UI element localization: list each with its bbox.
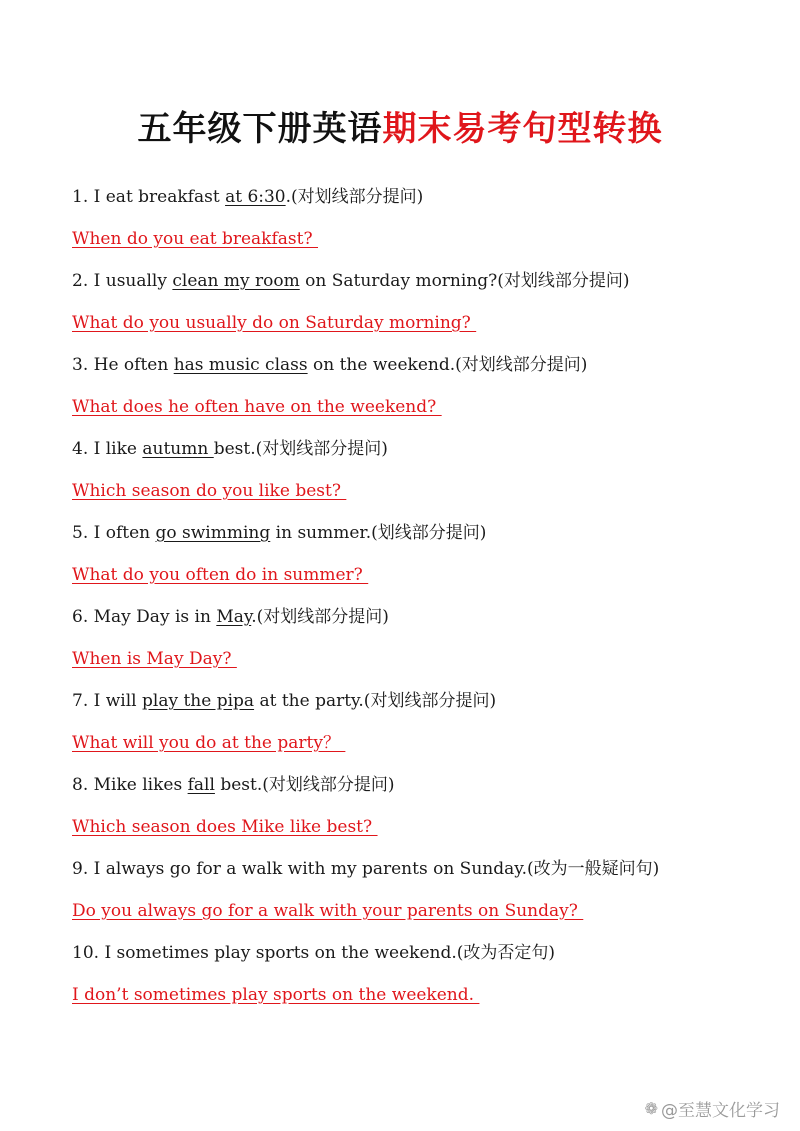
question-text: 5. I often <box>72 523 156 543</box>
question-instruction: on the weekend.(对划线部分提问) <box>307 355 588 375</box>
underlined-phrase: go swimming <box>155 523 271 543</box>
question-instruction: on Saturday morning?(对划线部分提问) <box>299 271 630 291</box>
underlined-phrase: clean my room <box>172 271 300 291</box>
exercise-item <box>72 344 772 428</box>
underlined-phrase: fall <box>187 775 215 795</box>
question-instruction: best.(对划线部分提问) <box>213 439 388 459</box>
exercise-item <box>72 848 772 932</box>
answer-line: When do you eat breakfast? <box>72 229 318 249</box>
answer-line: Do you always go for a walk with your parents on Sunday? <box>72 901 584 921</box>
watermark-text: @至慧文化学习 <box>661 1101 780 1121</box>
exercise-item <box>72 596 772 680</box>
question-line <box>72 764 772 806</box>
question-instruction: at the party.(对划线部分提问) <box>254 691 497 711</box>
underlined-phrase: has music class <box>173 355 308 375</box>
question-line <box>72 848 772 890</box>
question-text: 9. I always go for a walk with my parents on Sunday.(改为一般疑问句) <box>72 859 660 879</box>
answer-line: What do you usually do on Saturday morning? <box>72 313 477 333</box>
question-text: 1. I eat breakfast <box>72 187 226 207</box>
question-line <box>72 260 772 302</box>
question-line <box>72 680 772 722</box>
question-text: 8. Mike likes <box>72 775 188 795</box>
exercise-item <box>72 176 772 260</box>
question-text: 3. He often <box>72 355 174 375</box>
underlined-phrase: autumn <box>142 439 214 459</box>
question-line <box>72 428 772 470</box>
exercise-item <box>72 932 772 1016</box>
answer-line: Which season do you like best? <box>72 481 347 501</box>
title-red-part: 期末易考句型转换 <box>382 109 663 149</box>
question-text: 6. May Day is in <box>72 607 217 627</box>
question-text: 7. I will <box>72 691 143 711</box>
exercise-item <box>72 764 772 848</box>
underlined-phrase: play the pipa <box>142 691 255 711</box>
exercise-list <box>72 176 772 1016</box>
answer-line: What do you often do in summer? <box>72 565 369 585</box>
underlined-phrase: at 6:30 <box>225 187 286 207</box>
question-instruction: best.(对划线部分提问) <box>214 775 395 795</box>
question-text: 2. I usually <box>72 271 173 291</box>
underlined-phrase: May <box>216 607 252 627</box>
question-line <box>72 512 772 554</box>
page-title <box>0 103 800 155</box>
exercise-item <box>72 428 772 512</box>
exercise-item <box>72 260 772 344</box>
question-instruction: in summer.(划线部分提问) <box>270 523 487 543</box>
question-instruction: .(对划线部分提问) <box>285 187 424 207</box>
question-line <box>72 596 772 638</box>
question-text: 4. I like <box>72 439 143 459</box>
question-instruction: .(对划线部分提问) <box>251 607 389 627</box>
answer-line: What will you do at the party？ <box>72 733 346 753</box>
question-line <box>72 344 772 386</box>
answer-line: When is May Day? <box>72 649 237 669</box>
answer-line: Which season does Mike like best? <box>72 817 378 837</box>
exercise-item <box>72 512 772 596</box>
question-line <box>72 932 772 974</box>
question-line <box>72 176 772 218</box>
watermark <box>645 1096 780 1121</box>
exercise-item <box>72 680 772 764</box>
answer-line: I don’t sometimes play sports on the weekend. <box>72 985 480 1005</box>
title-black-part: 五年级下册英语 <box>137 109 383 149</box>
question-text: 10. I sometimes play sports on the weekend.(改为否定句) <box>72 943 556 963</box>
paw-icon: ❁ <box>644 1099 658 1118</box>
answer-line: What does he often have on the weekend? <box>72 397 442 417</box>
